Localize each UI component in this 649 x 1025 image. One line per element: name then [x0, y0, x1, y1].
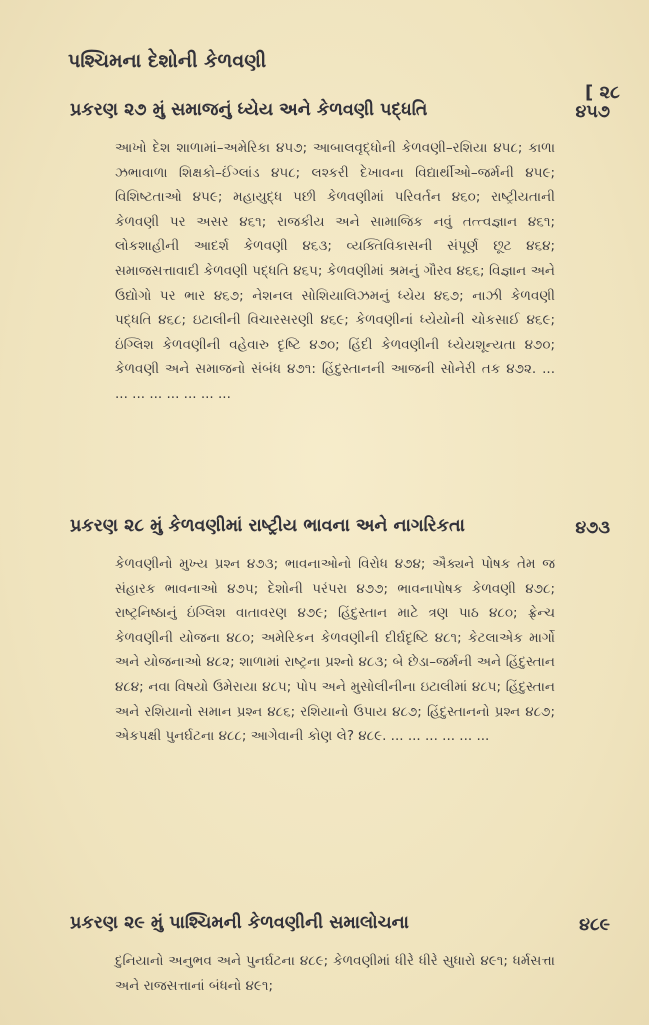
chapter-27	[70, 100, 610, 407]
chapter-heading	[70, 100, 610, 134]
chapter-heading-text: પ્રકરણ ૨૮ મું કેળવણીમાં રાષ્ટ્રીય ભાવના અને નાગરિકતા	[70, 516, 465, 536]
chapter-contents: દુનિયાનો અનુભવ અને પુનર્ઘટના ૪૮૯; કેળવણીમાં ધીરે ધીરે સુધારો ૪૯૧; ધર્મસત્તા અને રાજસત્તાનાં બંધનો ૪૯૧;	[115, 953, 555, 994]
chapter-28	[70, 516, 610, 749]
chapter-29	[70, 913, 610, 998]
page-number: [ ૨૮	[585, 82, 620, 103]
chapter-contents: કેળવણીનો મુખ્ય પ્રશ્ન ૪૭૩; ભાવનાઓનો વિરોધ ૪૭૪; ઐક્યને પોષક તેમ જ સંહારક ભાવનાઓ ૪૭૫; દેશોની પરંપરા ૪૭૭; ભાવનાપોષક કેળવણી ૪૭૮; રાષ્ટ્રનિષ્ઠાનું ઇંગ્લિશ વાતાવરણ ૪૭૯; હિંદુસ્તાન માટે ત્રણ પાઠ ૪૮૦; ફ્રેન્ચ કેળવણીની યોજના ૪૮૦; અમેરિકન કેળવણીની દીર્ઘદૃષ્ટિ ૪૮૧; કેટલાએક માર્ગો અને યોજનાઓ ૪૮૨; શાળામાં રાષ્ટ્રના પ્રશ્નો ૪૮૩; બે છેડા–જર્મની અને હિંદુસ્તાન ૪૮૪; નવા વિષયો ઉમેરાયા ૪૮૫; પોપ અને મુસોલીનીના ઇટાલીમાં ૪૮૫; હિંદુસ્તાન અને રશિયાનો સમાન પ્રશ્ન ૪૮૬; રશિયાનો ઉપાય ૪૮૭; હિંદુસ્તાનનો પ્રશ્ન ૪૮૭; એકપક્ષી પુનર્ઘટના ૪૮૮; આગેવાની કોણ લે? ૪૮૯. ... ... ... ... ... ...	[115, 556, 555, 745]
chapter-contents: આખો દેશ શાળામાં–અમેરિકા ૪૫૭; આબાલવૃદ્ધોની કેળવણી–રશિયા ૪૫૮; કાળા ઝભાવાળા શિક્ષકો–ઈંગ્લાંડ ૪૫૮; લશ્કરી દેખાવના વિદ્યાર્થીઓ–જર્મની ૪૫૯; વિશિષ્ટતાઓ ૪૫૯; મહાયુદ્ધ પછી કેળવણીમાં પરિવર્તન ૪૬૦; રાષ્ટ્રીયતાની કેળવણી પર અસર ૪૬૧; રાજકીય અને સામાજિક નવું તત્ત્વજ્ઞાન ૪૬૧; લોકશાહીની આદર્શ કેળવણી ૪૬૩; વ્યક્તિવિકાસની સંપૂર્ણ છૂટ ૪૬૪; સમાજસત્તાવાદી કેળવણી પદ્ધતિ ૪૬૫; કેળવણીમાં શ્રમનું ગૌરવ ૪૬૬; વિજ્ઞાન અને ઉદ્યોગો પર ભાર ૪૬૭; નેશનલ સોશિયાલિઝમનું ધ્યેય ૪૬૭; નાઝી કેળવણી પદ્ધતિ ૪૬૮; ઇટાલીની વિચારસરણી ૪૬૯; કેળવણીનાં ધ્યેયોની ચોકસાઈ ૪૬૯; ઇંગ્લિશ કેળવણીની વહેવારુ દૃષ્ટિ ૪૭૦; હિંદી કેળવણીની ધ્યેયશૂન્યતા ૪૭૦; કેળવણી અને સમાજનો સંબંધ ૪૭૧: હિંદુસ્તાનની આજની સોનેરી તક ૪૭૨. ... ... ... ... ... ... ... ...	[115, 140, 555, 402]
chapter-page-number: ૪૭૩	[575, 518, 610, 538]
running-head: પશ્ચિમના દેશોની કેળવણી	[68, 50, 267, 72]
chapter-heading	[70, 913, 610, 947]
chapter-heading-text: પ્રકરણ ૨૯ મું પાશ્ચિમની કેળવણીની સમાલોચના	[70, 913, 409, 933]
chapter-page-number: ૪૫૭	[575, 102, 610, 122]
chapter-heading-text: પ્રકરણ ૨૭ મું સમાજનું ધ્યેય અને કેળવણી પદ્ધતિ	[70, 100, 428, 120]
chapter-heading	[70, 516, 610, 550]
chapter-page-number: ૪૮૯	[579, 915, 610, 935]
